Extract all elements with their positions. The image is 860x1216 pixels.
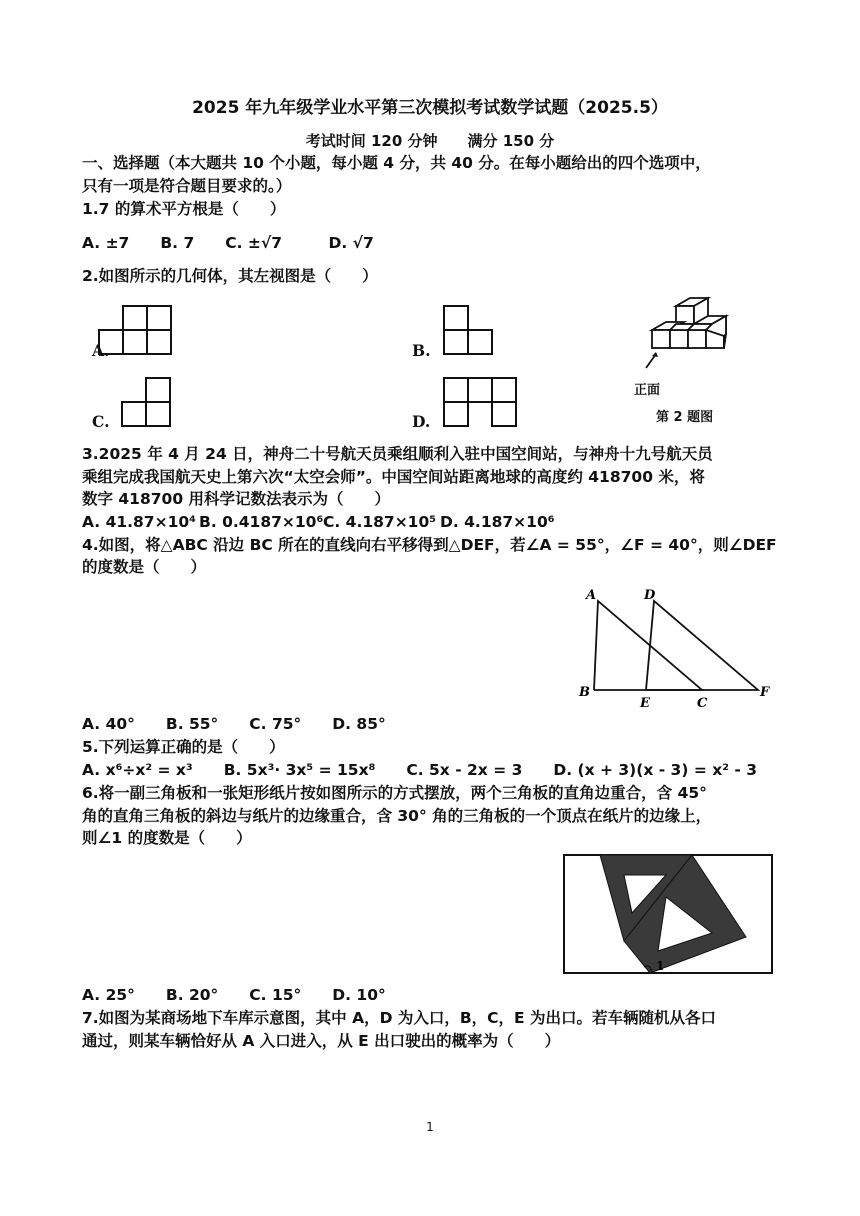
q2-option-b-figure [440, 300, 500, 360]
q3-line2: 乘组完成我国航天史上第六次“太空会师”。中国空间站距离地球的高度约 418700 米，将 [82, 468, 705, 486]
q6-line3: 则∠1 的度数是（ ） [82, 829, 252, 847]
q2-option-d-figure [440, 374, 530, 434]
q6-angle-label: 1 [656, 959, 665, 973]
q4-triangle-figure [574, 583, 774, 713]
q4-point-a: A [586, 588, 597, 603]
q4-line1: 4.如图，将△ABC 沿边 BC 所在的直线向右平移得到△DEF，若∠A = 55°，∠F = 40°，则∠DEF [82, 536, 777, 554]
q4-point-e: E [640, 696, 650, 711]
q6-line1: 6.将一副三角板和一张矩形纸片按如图所示的方式摆放，两个三角板的直角边重合，含 45° [82, 784, 707, 802]
q2-caption: 第 2 题图 [656, 410, 714, 425]
q3-line1: 3.2025 年 4 月 24 日，神舟二十号航天员乘组顺利入驻中国空间站，与神舟十九号航天员 [82, 445, 713, 463]
q6-options: A. 25° B. 20° C. 15° D. 10° [82, 986, 386, 1004]
q3-option-b: B. 0.4187×10⁶ [199, 513, 324, 531]
q3-option-a: A. 41.87×10⁴ [82, 513, 196, 531]
q2-label-a: A. [92, 341, 110, 360]
q4-line2: 的度数是（ ） [82, 558, 207, 576]
q4-point-c: C [697, 696, 708, 711]
q2-label-b: B. [412, 341, 431, 360]
q2-label-c: C. [92, 412, 110, 431]
q1-options: A. ±7 B. 7 C. ±√7 D. √7 [82, 234, 374, 252]
q2-stem: 2.如图所示的几何体，其左视图是（ ） [82, 267, 378, 285]
q5-stem: 5.下列运算正确的是（ ） [82, 738, 285, 756]
q3-option-c: C. 4.187×10⁵ [323, 513, 437, 531]
page-number: 1 [426, 1120, 434, 1134]
q5-options: A. x⁶÷x² = x³ B. 5x³· 3x⁵ = 15x⁸ C. 5x - 2x = 3 D. (x + 3)(x - 3) = x² - 3 [82, 761, 758, 779]
q2-option-c-figure [118, 374, 178, 434]
q4-options: A. 40° B. 55° C. 75° D. 85° [82, 715, 386, 733]
q4-point-b: B [579, 685, 590, 700]
q2-front-label: 正面 [634, 383, 661, 398]
q6-line2: 角的直角三角板的斜边与纸片的边缘重合，含 30° 角的三角板的一个顶点在纸片的边缘上， [82, 807, 712, 825]
q4-point-f: F [760, 685, 770, 700]
page-title: 2025 年九年级学业水平第三次模拟考试数学试题（2025.5） [192, 98, 668, 118]
section-heading-line1: 一、选择题（本大题共 10 个小题，每小题 4 分，共 40 分。在每小题给出的四个选项中， [82, 154, 711, 172]
q2-label-d: D. [412, 412, 431, 431]
q1-stem: 1.7 的算术平方根是（ ） [82, 200, 286, 218]
section-heading-line2: 只有一项是符合题目要求的。） [82, 177, 292, 195]
q3-line3: 数字 418700 用科学记数法表示为（ ） [82, 490, 391, 508]
q7-line1: 7.如图为某商场地下车库示意图，其中 A，D 为入口，B，C，E 为出口。若车辆随机从各口 [82, 1009, 717, 1027]
exam-info: 考试时间 120 分钟 满分 150 分 [305, 132, 555, 150]
q2-solid-figure [638, 294, 738, 374]
q6-set-square-figure [562, 853, 774, 977]
q3-option-d: D. 4.187×10⁶ [440, 513, 555, 531]
q7-line2: 通过，则某车辆恰好从 A 入口进入，从 E 出口驶出的概率为（ ） [82, 1032, 561, 1050]
q4-point-d: D [644, 588, 656, 603]
